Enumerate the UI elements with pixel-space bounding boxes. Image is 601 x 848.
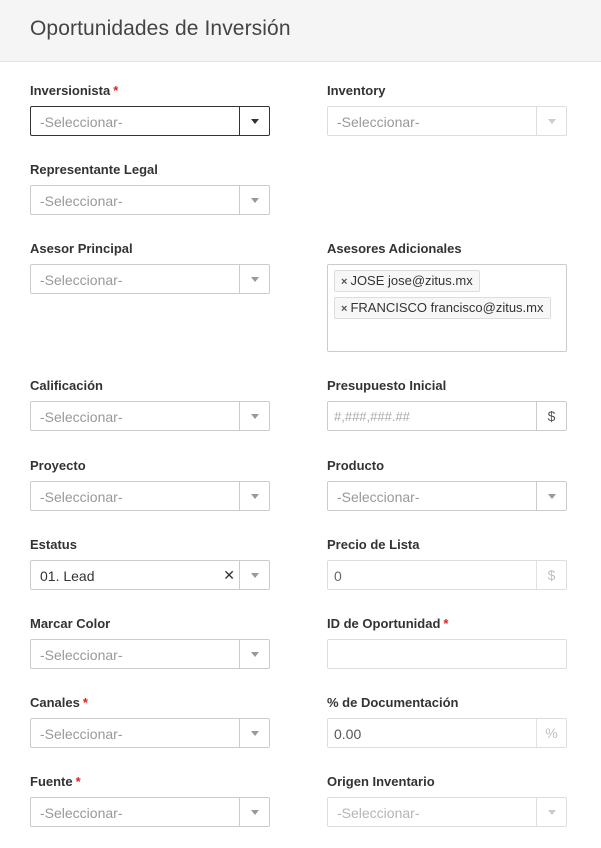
producto-value: -Seleccionar- [337, 489, 420, 505]
inversionista-select[interactable] [30, 106, 270, 136]
id-oportunidad-label: ID de Oportunidad * [327, 616, 449, 631]
form-header [0, 0, 601, 62]
inventory-label: Inventory [327, 83, 386, 98]
asesor-principal-label: Asesor Principal [30, 241, 133, 256]
chevron-down-icon[interactable] [239, 265, 269, 293]
producto-select[interactable] [327, 481, 567, 511]
representante-value: -Seleccionar- [40, 193, 123, 209]
origen-inventario-value: -Seleccionar- [337, 805, 420, 821]
chevron-down-icon[interactable] [239, 482, 269, 510]
producto-label: Producto [327, 458, 385, 473]
precio-lista-label: Precio de Lista [327, 537, 420, 552]
chevron-down-icon[interactable] [239, 640, 269, 668]
fuente-select[interactable] [30, 797, 270, 827]
percent-addon: % [536, 719, 566, 747]
marcar-color-label: Marcar Color [30, 616, 111, 631]
origen-inventario-select[interactable] [327, 797, 567, 827]
calificacion-label: Calificación [30, 378, 103, 393]
asesor-principal-value: -Seleccionar- [40, 272, 123, 288]
required-marker: * [443, 616, 449, 631]
representante-label: Representante Legal [30, 162, 158, 177]
fuente-value: -Seleccionar- [40, 805, 123, 821]
id-oportunidad-input[interactable] [327, 639, 567, 669]
selected-tag [334, 297, 551, 319]
presupuesto-label: Presupuesto Inicial [327, 378, 447, 393]
inventory-select[interactable] [327, 106, 567, 136]
clear-icon[interactable]: ✕ [223, 567, 235, 583]
chevron-down-icon[interactable] [239, 107, 269, 135]
calificacion-select[interactable] [30, 401, 270, 431]
documentacion-input[interactable] [327, 718, 567, 748]
presupuesto-input[interactable] [327, 401, 567, 431]
chevron-down-icon[interactable] [239, 798, 269, 826]
currency-addon: $ [536, 402, 566, 430]
marcar-color-value: -Seleccionar- [40, 647, 123, 663]
required-marker: * [113, 83, 119, 98]
required-marker: * [82, 695, 88, 710]
chevron-down-icon[interactable] [536, 107, 566, 135]
estatus-value: 01. Lead [40, 568, 95, 584]
precio-lista-value: 0 [334, 568, 342, 584]
currency-addon: $ [536, 561, 566, 589]
canales-select[interactable] [30, 718, 270, 748]
inversionista-label: Inversionista * [30, 83, 119, 98]
documentacion-label: % de Documentación [327, 695, 459, 710]
selected-tag [334, 270, 480, 292]
canales-label: Canales * [30, 695, 88, 710]
chevron-down-icon[interactable] [239, 186, 269, 214]
presupuesto-placeholder: #,###,###.## [334, 409, 410, 424]
asesor-principal-select[interactable] [30, 264, 270, 294]
proyecto-select[interactable] [30, 481, 270, 511]
remove-tag-icon[interactable]: × [341, 276, 348, 288]
documentacion-value: 0.00 [334, 726, 362, 742]
chevron-down-icon[interactable] [536, 798, 566, 826]
asesores-adicionales-label: Asesores Adicionales [327, 241, 462, 256]
required-marker: * [75, 774, 81, 789]
chevron-down-icon[interactable] [536, 482, 566, 510]
proyecto-value: -Seleccionar- [40, 489, 123, 505]
estatus-select[interactable] [30, 560, 270, 590]
origen-inventario-label: Origen Inventario [327, 774, 435, 789]
chevron-down-icon[interactable] [239, 402, 269, 430]
proyecto-label: Proyecto [30, 458, 86, 473]
inventory-value: -Seleccionar- [337, 114, 420, 130]
precio-lista-input[interactable] [327, 560, 567, 590]
representante-select[interactable] [30, 185, 270, 215]
page-title: Oportunidades de Inversión [30, 17, 291, 40]
tag-text: JOSE jose@zitus.mx [350, 273, 473, 288]
calificacion-value: -Seleccionar- [40, 409, 123, 425]
remove-tag-icon[interactable]: × [341, 303, 348, 315]
chevron-down-icon[interactable] [239, 719, 269, 747]
fuente-label: Fuente * [30, 774, 81, 789]
inversionista-value: -Seleccionar- [40, 114, 123, 130]
chevron-down-icon[interactable] [239, 561, 269, 589]
asesores-adicionales-multiselect[interactable] [327, 264, 567, 352]
estatus-label: Estatus [30, 537, 77, 552]
tag-text: FRANCISCO francisco@zitus.mx [350, 300, 544, 315]
marcar-color-select[interactable] [30, 639, 270, 669]
canales-value: -Seleccionar- [40, 726, 123, 742]
